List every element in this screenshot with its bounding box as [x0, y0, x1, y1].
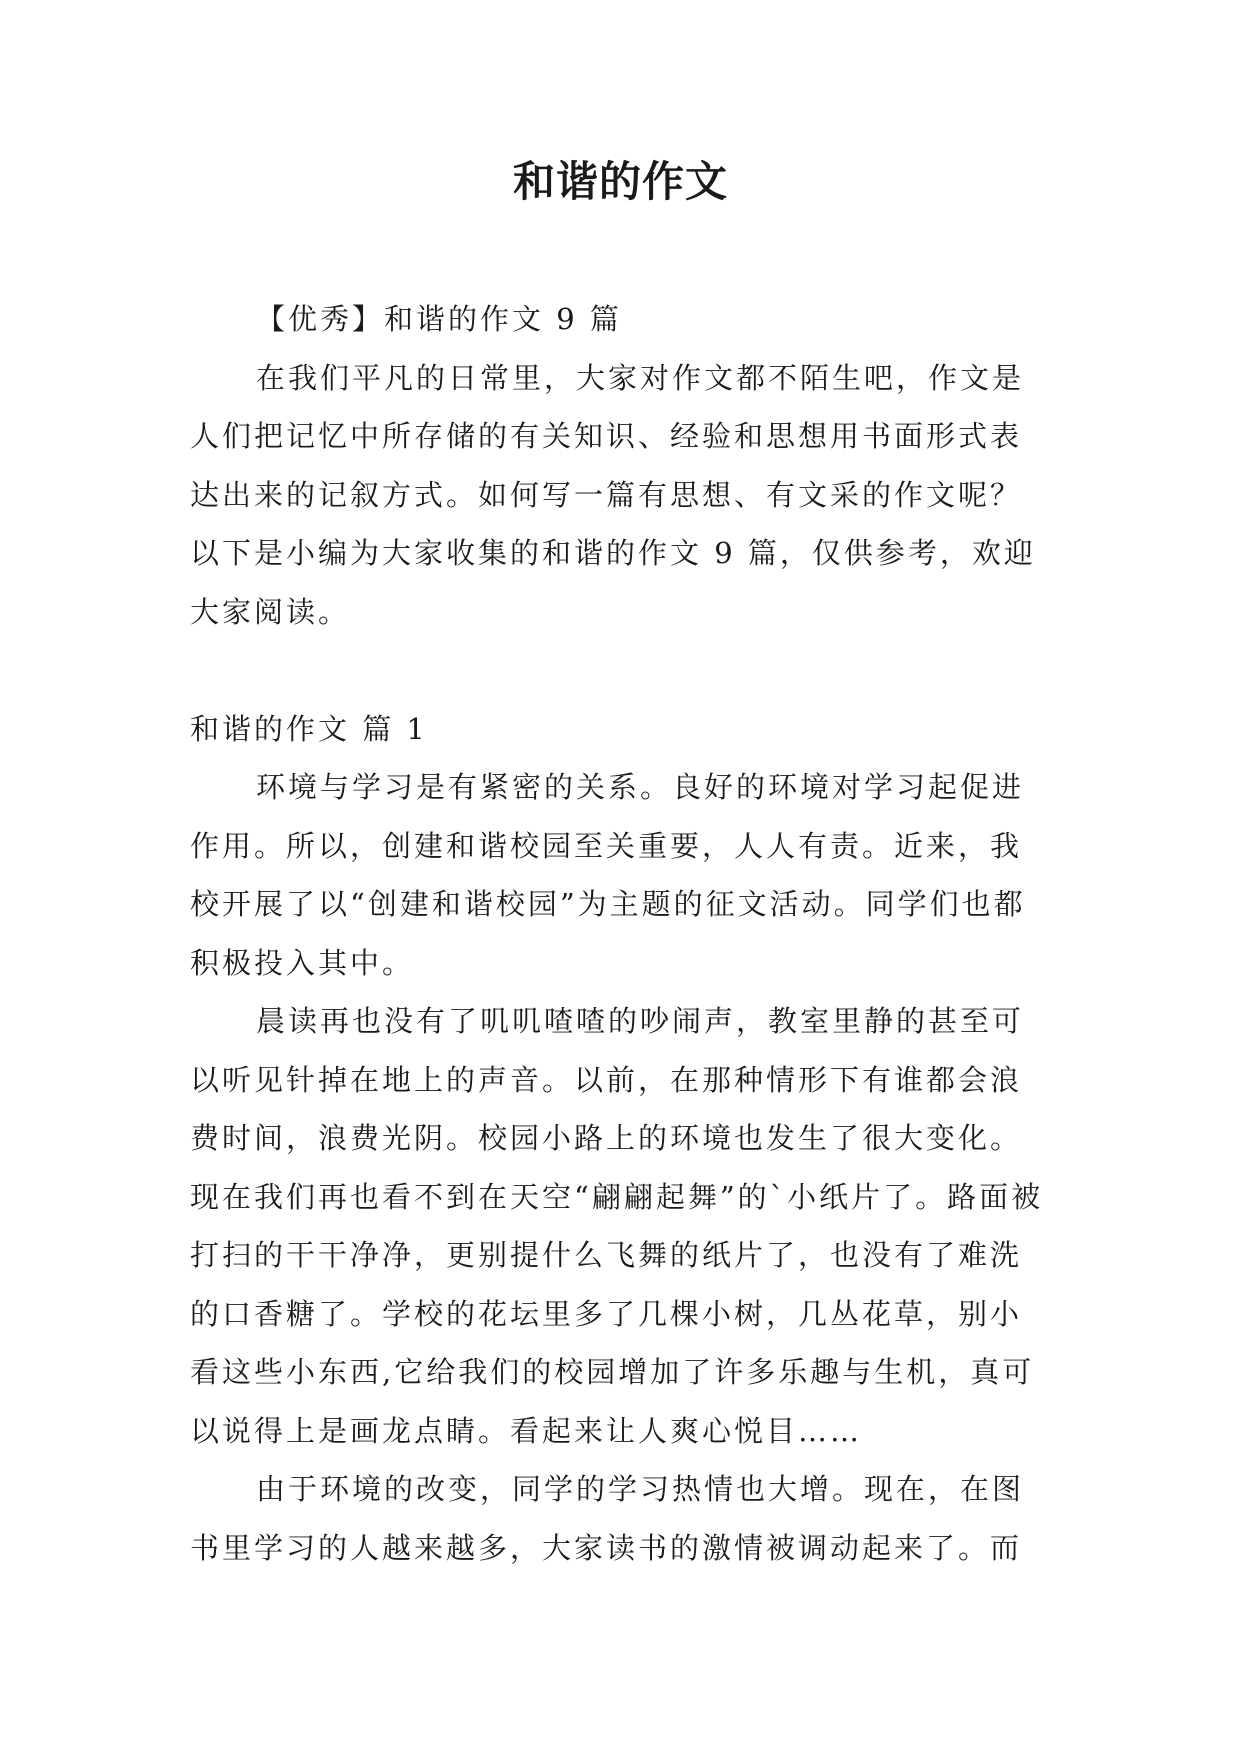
body-paragraph: 环境与学习是有紧密的关系。良好的环境对学习起促进作用。所以，创建和谐校园至关重要，人人有责。近来，我校开展了以“创建和谐校园”为主题的征文活动。同学们也都积极投入其中。 [190, 770, 1026, 980]
intro-paragraph: 在我们平凡的日常里，大家对作文都不陌生吧，作文是人们把记忆中所存储的有关知识、经验和思想用书面形式表达出来的记叙方式。如何写一篇有思想、有文采的作文呢？以下是小编为大家收集的和谐的作文 9 篇，仅供参考，欢迎大家阅读。 [190, 360, 1036, 629]
body-paragraph: 晨读再也没有了叽叽喳喳的吵闹声，教室里静的甚至可以听见针掉在地上的声音。以前，在那种情形下有谁都会浪费时间，浪费光阴。校园小路上的环境也发生了很大变化。现在我们再也看不到在天空“翩翩起舞”的`小纸片了。路面被打扫的干干净净，更别提什么飞舞的纸片了，也没有了难洗的口香糖了。学校的花坛里多了几棵小树，几丛花草，别小看这些小东西,它给我们的校园增加了许多乐趣与生机，真可以说得上是画龙点睛。看起来让人爽心悦目…… [190, 1004, 1044, 1448]
document-subtitle: 【优秀】和谐的作文 9 篇 [256, 302, 622, 336]
document-title: 和谐的作文 [512, 157, 728, 206]
section-spacer [190, 641, 1050, 700]
section-heading: 和谐的作文 篇 1 [190, 711, 428, 746]
body-paragraph: 由于环境的改变，同学的学习热情也大增。现在，在图书里学习的人越来越多，大家读书的激情被调动起来了。而 [190, 1472, 1025, 1565]
document-body [190, 290, 1050, 1577]
